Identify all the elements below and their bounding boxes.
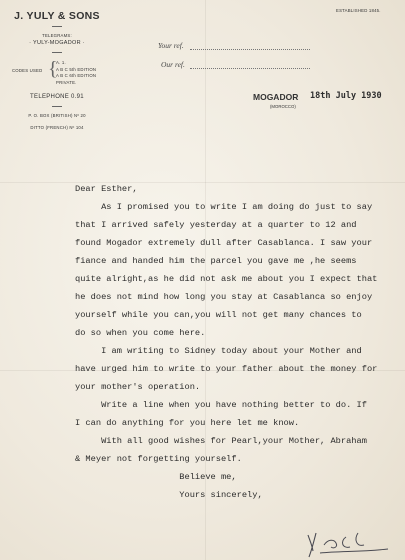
body-line: have urged him to write to your father about the money for: [75, 364, 378, 374]
po-box-french: DITTO (FRENCH) Nº 104: [30, 125, 84, 130]
body-line: fiance and handed him the parcel you gave me ,he seems: [75, 256, 357, 266]
closing: Yours sincerely,: [75, 490, 263, 500]
closing: Believe me,: [75, 472, 237, 482]
code-item: A. 1.: [56, 60, 66, 65]
divider: [52, 52, 62, 53]
po-box-british: P. O. BOX (BRITISH) Nº 20: [28, 113, 86, 118]
our-ref-label: Our ref.: [161, 60, 185, 69]
body-line: do so when you come here.: [75, 328, 206, 338]
body-line: quite alright,as he did not ask me about you I expect that: [75, 274, 378, 284]
code-item: A B C 5th EDITION: [56, 66, 97, 72]
body-line: With all good wishes for Pearl,your Mother, Abraham: [75, 436, 367, 446]
body-line: found Mogador extremely dull after Casablanca. I saw your: [75, 238, 373, 248]
divider: [52, 106, 62, 107]
body-line: I can do anything for you here let me know.: [75, 418, 300, 428]
established-note: ESTABLISHED 1845.: [336, 8, 381, 13]
body-line: As I promised you to write I am doing do just to say: [75, 202, 373, 212]
code-item: PRIVATE.: [56, 79, 77, 85]
letter-date: 18th July 1930: [310, 91, 382, 101]
brace-glyph: {: [48, 58, 58, 80]
codes-list: [56, 60, 96, 86]
salutation: Dear Esther,: [75, 184, 138, 194]
your-ref-label: Your ref.: [158, 41, 184, 50]
handwritten-signature: [300, 527, 392, 559]
letter-body: [75, 180, 395, 504]
body-line: that I arrived safely yesterday at a quarter to 12 and: [75, 220, 357, 230]
telephone: TELEPHONE 0.91: [30, 94, 84, 100]
telegrams-address: · YULY-MOGADOR ·: [29, 40, 85, 46]
your-ref-line: [190, 49, 310, 50]
telegrams-label: TELEGRAMS:: [42, 33, 72, 38]
codes-used-label: CODES USED: [12, 68, 43, 73]
place-name: MOGADOR: [253, 92, 299, 102]
our-ref-line: [190, 68, 310, 69]
body-line: & Meyer not forgetting yourself.: [75, 454, 242, 464]
body-line: your mother's operation.: [75, 382, 201, 392]
body-line: Write a line when you have nothing better to do. If: [75, 400, 367, 410]
body-line: he does not mind how long you stay at Casablanca so enjoy: [75, 292, 373, 302]
region-name: (MOROCCO): [270, 104, 296, 109]
body-line: I am writing to Sidney today about your Mother and: [75, 346, 362, 356]
divider: [52, 26, 62, 27]
code-item: A B C 6th EDITION: [56, 73, 97, 79]
body-line: yourself while you can,you will not get many chances to: [75, 310, 362, 320]
firm-name: J. YULY & SONS: [14, 10, 100, 22]
